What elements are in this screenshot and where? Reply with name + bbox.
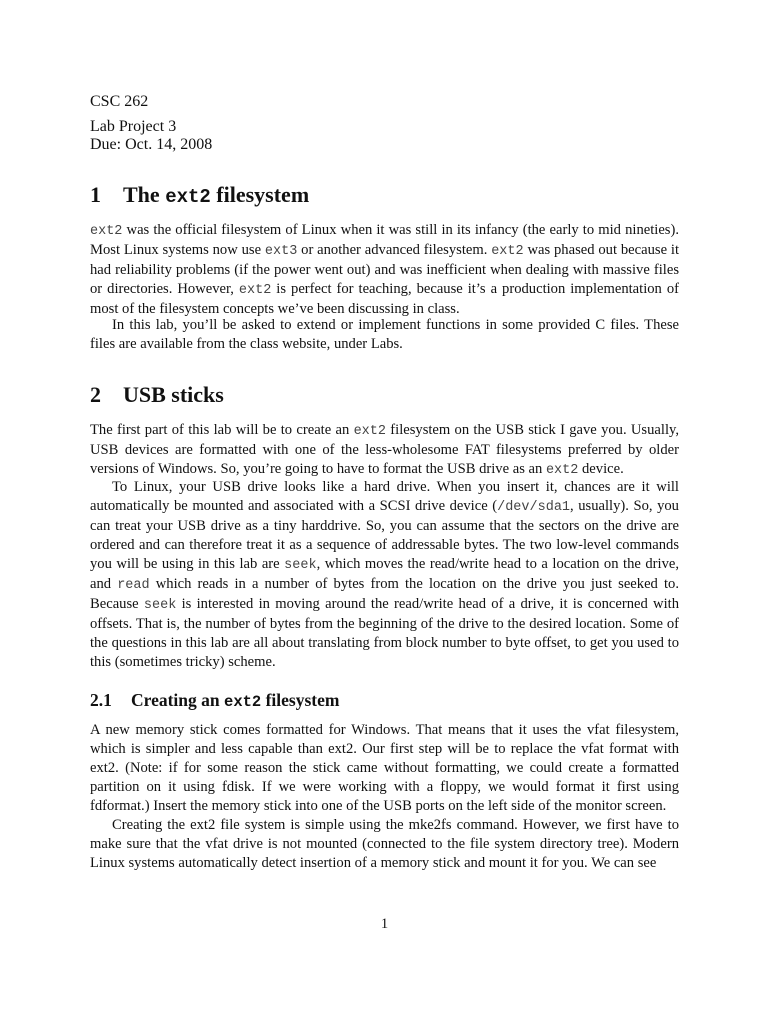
subsection-2-1-heading — [90, 689, 339, 713]
inline-code: /dev/sda1 — [497, 500, 571, 515]
project-title: Lab Project 3 — [90, 118, 177, 135]
section-1-heading — [90, 182, 309, 210]
paragraph-text: device. — [578, 461, 624, 477]
subsection-title-code: ext2 — [224, 693, 262, 711]
inline-code: ext3 — [264, 244, 298, 259]
paragraph-text: was phased out because it had reliability problems (if the power went out) and was inefficient when dealing with massive files or directories. However, — [90, 242, 680, 297]
paragraph-text: To Linux, your USB drive looks like a hard drive. When you insert it, chances are it will automatically be mounted and associated with a SCSI drive device ( — [90, 479, 679, 514]
paragraph-text: was the official filesystem of Linux when it was still in its infancy (the early to mid nineties). Most Linux systems now use — [90, 222, 679, 258]
inline-code: ext2 — [238, 283, 272, 298]
paragraph-text: filesystem on the USB stick I gave you. Usually, USB devices are formatted with one of the less-wholesome FAT filesystems preferred by older versions of Windows. So, you’re going to have to format the USB drive as an — [90, 422, 679, 477]
subsection-title-part: Creating an — [131, 690, 225, 710]
paragraph — [90, 478, 679, 672]
section-title-part: The — [123, 182, 166, 207]
section-number: 1 — [90, 182, 101, 207]
paragraph-text: The first part of this lab will be to create an — [90, 422, 354, 438]
course-name: CSC 262 — [90, 93, 149, 110]
paragraph-text: , usually). So, you can treat your USB drive as a tiny harddrive. So, you can assume that the sectors on the drive are ordered and can therefore treat it as a sequence of addressable bytes. The two low-level commands you will be using in this lab are — [90, 498, 679, 572]
page-number: 1 — [380, 916, 389, 932]
section-title-code: ext2 — [165, 186, 211, 208]
section-number: 2 — [90, 382, 101, 407]
due-date: Due: Oct. 14, 2008 — [90, 136, 213, 153]
inline-code: ext2 — [491, 244, 524, 259]
paragraph: Creating the ext2 file system is simple using the mke2fs command. However, we first have to make sure that the vfat drive is not mounted (connected to the file system directory tree). Modern Linux systems automatically detect insertion of a memory stick and mount it for you. We can see — [90, 817, 679, 871]
paragraph-text: or another advanced filesystem. — [297, 242, 492, 258]
paragraph-text: is perfect for teaching, because it’s a production implementation of most of the filesystem concepts we’ve been discussing in class. — [90, 281, 679, 317]
paragraph — [90, 421, 679, 480]
inline-code: ext2 — [545, 463, 579, 478]
paragraph — [90, 221, 679, 319]
inline-code: seek — [284, 558, 317, 573]
subsection-number: 2.1 — [90, 690, 112, 710]
paragraph-text: , which moves the read/write head to a location on the drive, and — [90, 556, 679, 592]
section-2-heading — [90, 382, 224, 408]
paragraph-text: which reads in a number of bytes from the location on the drive you just seeked to. Because — [90, 576, 679, 612]
inline-code: ext2 — [353, 424, 386, 439]
inline-code: seek — [143, 598, 177, 613]
subsection-title-part: filesystem — [261, 690, 340, 710]
paragraph-text: is interested in moving around the read/write head of a drive, it is concerned with offsets. That is, the number of bytes from the beginning of the drive to the desired location. Some of the questions in this lab are all about translating from block number to byte offset, to get you used to this (sometimes tricky) scheme. — [90, 596, 679, 670]
paragraph: A new memory stick comes formatted for Windows. That means that it uses the vfat filesystem, which is simpler and less capable than ext2. Our first step will be to replace the vfat format with ext2. (Note: if for some reason the stick came without formatting, we could create a formatted partition on it using fdisk. If we were working with a floppy, we would format it first using fdformat.) Insert the memory stick into one of the USB ports on the left side of the monitor screen. — [90, 722, 679, 814]
section-title-part: filesystem — [210, 182, 310, 207]
paragraph: In this lab, you’ll be asked to extend or implement functions in some provided C files. These files are available from the class website, under Labs. — [90, 317, 679, 352]
inline-code: ext2 — [90, 224, 123, 239]
section-title: USB sticks — [123, 382, 224, 407]
inline-code: read — [117, 578, 150, 593]
